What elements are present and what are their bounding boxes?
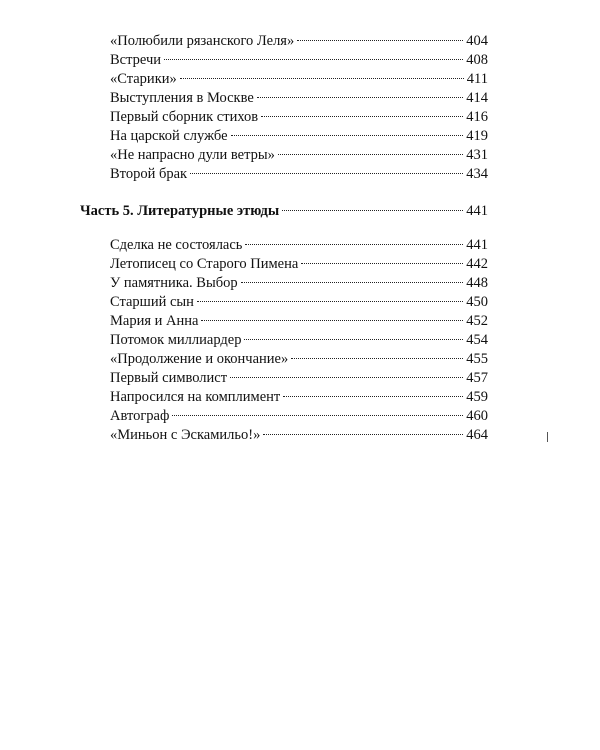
toc-entry-title: Второй брак xyxy=(110,166,188,182)
dot-leader xyxy=(231,135,464,136)
dot-leader xyxy=(278,154,463,155)
toc-entry-page: 464 xyxy=(466,427,488,443)
toc-entry-page: 455 xyxy=(466,351,488,367)
dot-leader xyxy=(244,339,463,340)
dot-leader xyxy=(291,358,463,359)
dot-leader xyxy=(197,301,463,302)
toc-entry-page: 431 xyxy=(466,147,488,163)
dot-leader xyxy=(164,59,463,60)
toc-entry-page: 419 xyxy=(466,128,488,144)
toc-entry[interactable] xyxy=(110,368,488,388)
part-title: Часть 5. Литературные этюды xyxy=(80,203,280,219)
toc-entry-title: «Полюбили рязанского Леля» xyxy=(110,33,295,49)
toc-entry-page: 408 xyxy=(466,52,488,68)
dot-leader xyxy=(180,78,464,79)
toc-entry[interactable] xyxy=(110,235,488,255)
toc-entry-page: 404 xyxy=(466,33,488,49)
toc-entry-title: Летописец со Старого Пимена xyxy=(110,256,299,272)
toc-entry-page: 442 xyxy=(466,256,488,272)
toc-entry[interactable] xyxy=(110,126,488,146)
toc-entry-title: Напросился на комплимент xyxy=(110,389,281,405)
toc-entry[interactable] xyxy=(110,164,488,184)
toc-entry-title: «Продолжение и окончание» xyxy=(110,351,289,367)
toc-entry-title: «Миньон с Эскамильо!» xyxy=(110,427,261,443)
toc-entry[interactable] xyxy=(110,254,488,274)
toc-entry-title: Первый сборник стихов xyxy=(110,109,259,125)
toc-entry-page: 441 xyxy=(466,237,488,253)
dot-leader xyxy=(263,434,463,435)
part-page: 441 xyxy=(466,203,488,219)
dot-leader xyxy=(297,40,463,41)
toc-entry-page: 416 xyxy=(466,109,488,125)
toc-entry-title: Встречи xyxy=(110,52,161,68)
toc-part-heading[interactable] xyxy=(80,201,488,221)
scan-mark xyxy=(547,432,548,442)
dot-leader xyxy=(301,263,463,264)
toc-entry-title: Потомок миллиардер xyxy=(110,332,242,348)
toc-entry-page: 450 xyxy=(466,294,488,310)
dot-leader xyxy=(241,282,464,283)
toc-entry[interactable] xyxy=(110,425,488,445)
toc-entry[interactable] xyxy=(110,88,488,108)
dot-leader xyxy=(201,320,463,321)
toc-entry-title: «Не напрасно дули ветры» xyxy=(110,147,275,163)
toc-entry[interactable] xyxy=(110,349,488,369)
toc-entry-title: Первый символист xyxy=(110,370,228,386)
toc-entry[interactable] xyxy=(110,107,488,127)
toc-entry-title: На царской службе xyxy=(110,128,228,144)
dot-leader xyxy=(190,173,463,174)
toc-entry-title: Сделка не состоялась xyxy=(110,237,243,253)
toc-entry-page: 460 xyxy=(466,408,488,424)
toc-entry[interactable] xyxy=(110,69,488,89)
toc-entry[interactable] xyxy=(110,406,488,426)
toc-entry-title: У памятника. Выбор xyxy=(110,275,238,291)
toc-entry[interactable] xyxy=(110,387,488,407)
toc-entry[interactable] xyxy=(110,31,488,51)
dot-leader xyxy=(172,415,463,416)
toc-entry-page: 414 xyxy=(466,90,488,106)
toc-entry-page: 411 xyxy=(466,71,488,87)
toc-entry-title: Автограф xyxy=(110,408,170,424)
toc-entry-page: 457 xyxy=(466,370,488,386)
toc-entry-title: Старший сын xyxy=(110,294,194,310)
toc-entry-title: Выступления в Москве xyxy=(110,90,254,106)
dot-leader xyxy=(282,210,463,211)
dot-leader xyxy=(245,244,463,245)
dot-leader xyxy=(257,97,463,98)
toc-entry-page: 434 xyxy=(466,166,488,182)
toc-entry-page: 452 xyxy=(466,313,488,329)
toc-entry-title: «Старики» xyxy=(110,71,177,87)
dot-leader xyxy=(230,377,463,378)
toc-entry[interactable] xyxy=(110,145,488,165)
toc-entry[interactable] xyxy=(110,273,488,293)
toc-entry[interactable] xyxy=(110,292,488,312)
toc-entry-title: Мария и Анна xyxy=(110,313,199,329)
toc-entry[interactable] xyxy=(110,311,488,331)
toc-entry-page: 454 xyxy=(466,332,488,348)
toc-entry-page: 448 xyxy=(466,275,488,291)
dot-leader xyxy=(283,396,463,397)
toc-entry-page: 459 xyxy=(466,389,488,405)
toc-entry[interactable] xyxy=(110,50,488,70)
toc-entry[interactable] xyxy=(110,330,488,350)
dot-leader xyxy=(261,116,463,117)
